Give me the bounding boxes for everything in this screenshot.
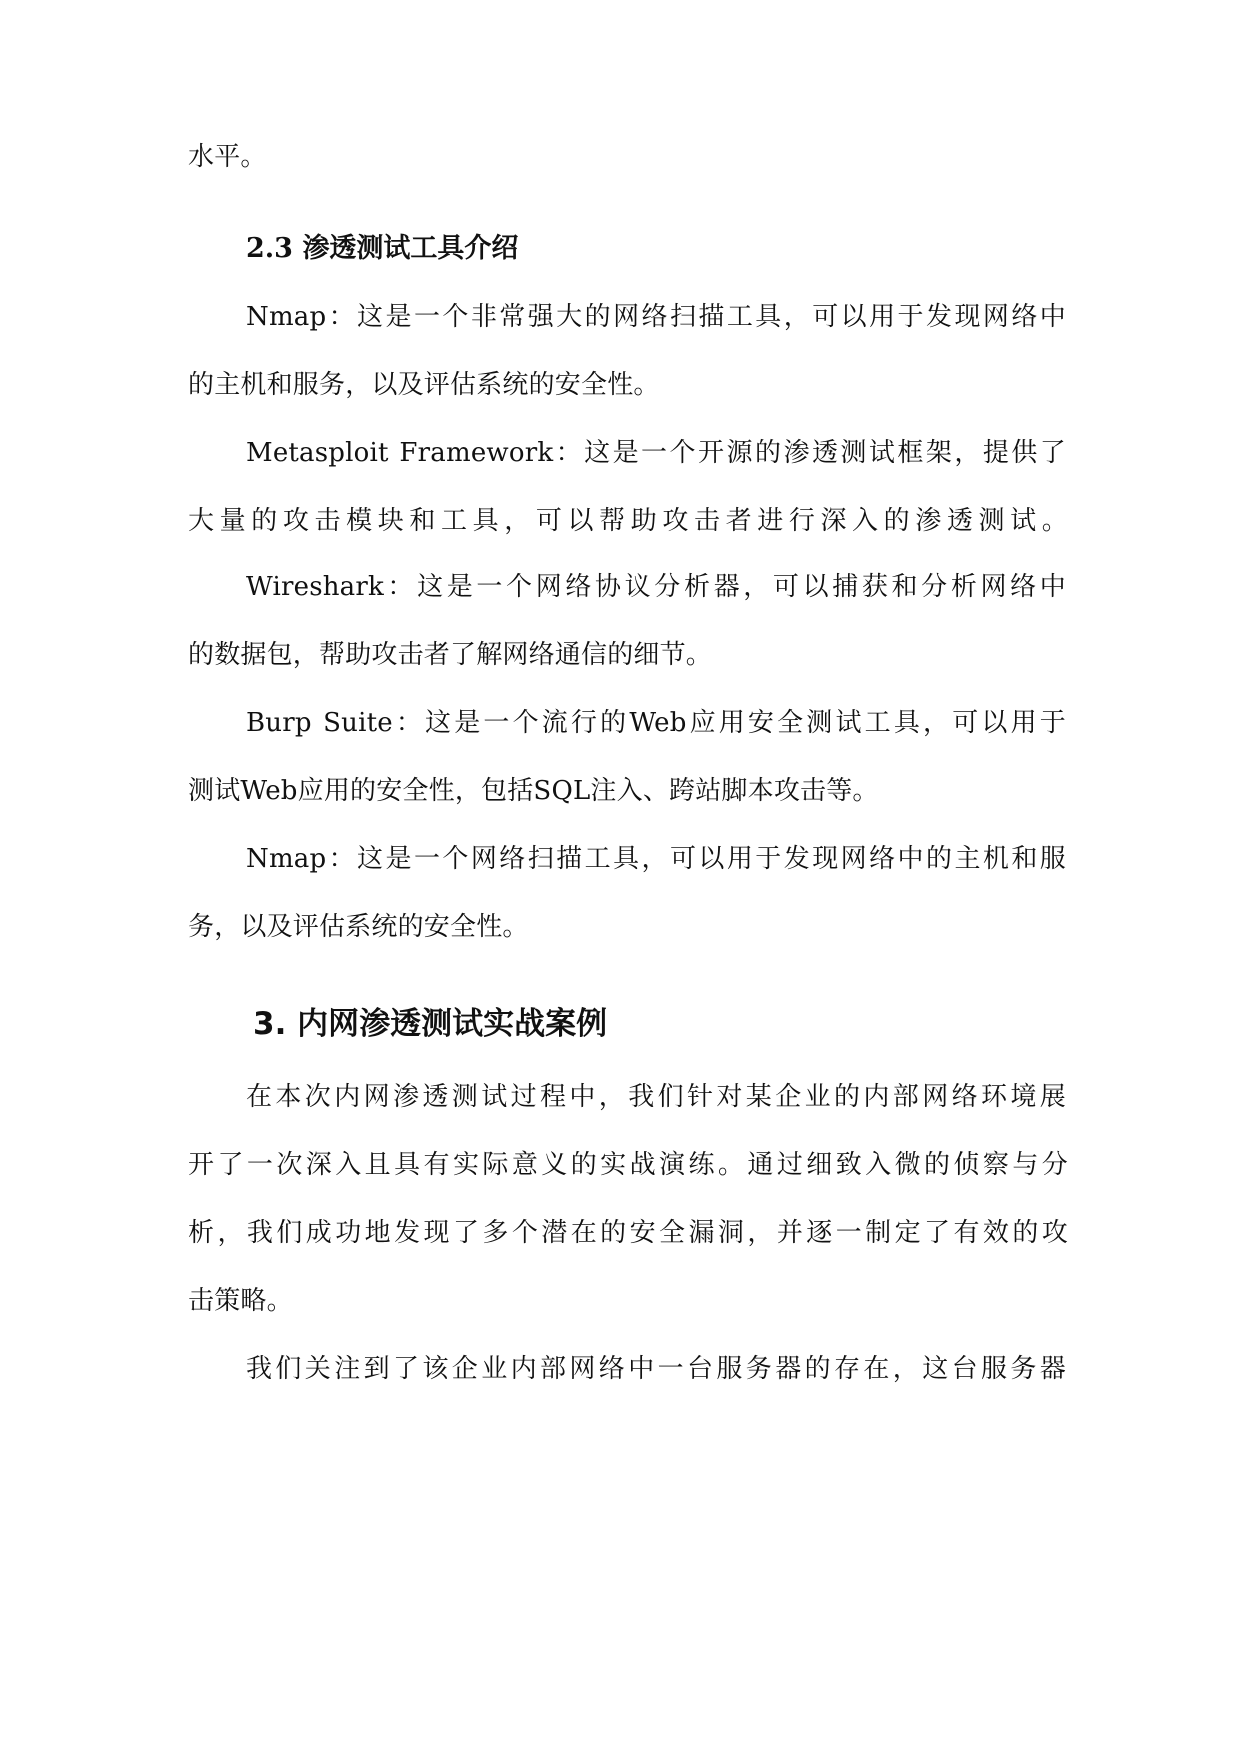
tool-nmap-line-1: Nmap：这是一个非常强大的网络扫描工具，可以用于发现网络中: [246, 302, 1066, 332]
tool-nmap-line-2: 的主机和服务，以及评估系统的安全性。: [188, 370, 660, 400]
case-paragraph-1-line-4: 击策略。: [188, 1286, 293, 1316]
section-2-3-heading: 2.3 渗透测试工具介绍: [246, 233, 519, 264]
tool-nmap2-line-2: 务，以及评估系统的安全性。: [188, 912, 529, 942]
tool-nmap2-line-1: Nmap：这是一个网络扫描工具，可以用于发现网络中的主机和服: [246, 844, 1066, 874]
tool-burp-line-1: Burp Suite：这是一个流行的Web应用安全测试工具，可以用于: [246, 708, 1066, 738]
tool-wireshark-line-1: Wireshark：这是一个网络协议分析器，可以捕获和分析网络中: [246, 572, 1066, 602]
tool-wireshark-line-2: 的数据包，帮助攻击者了解网络通信的细节。: [188, 640, 713, 670]
tool-metasploit-line-1: Metasploit Framework：这是一个开源的渗透测试框架，提供了: [246, 438, 1066, 468]
tool-burp-line-2: 测试Web应用的安全性，包括SQL注入、跨站脚本攻击等。: [188, 776, 879, 806]
case-paragraph-1-line-2: 开了一次深入且具有实际意义的实战演练。通过细致入微的侦察与分: [188, 1150, 1068, 1180]
case-paragraph-1-line-3: 析，我们成功地发现了多个潜在的安全漏洞，并逐一制定了有效的攻: [188, 1218, 1068, 1248]
case-paragraph-1-line-1: 在本次内网渗透测试过程中，我们针对某企业的内部网络环境展: [246, 1082, 1066, 1112]
tool-metasploit-line-2: 大量的攻击模块和工具，可以帮助攻击者进行深入的渗透测试。: [188, 506, 1068, 536]
section-3-heading: 3. 内网渗透测试实战案例: [253, 1006, 608, 1042]
case-paragraph-2-line-1: 我们关注到了该企业内部网络中一台服务器的存在，这台服务器: [246, 1354, 1066, 1384]
continuation-text: 水平。: [188, 142, 267, 172]
